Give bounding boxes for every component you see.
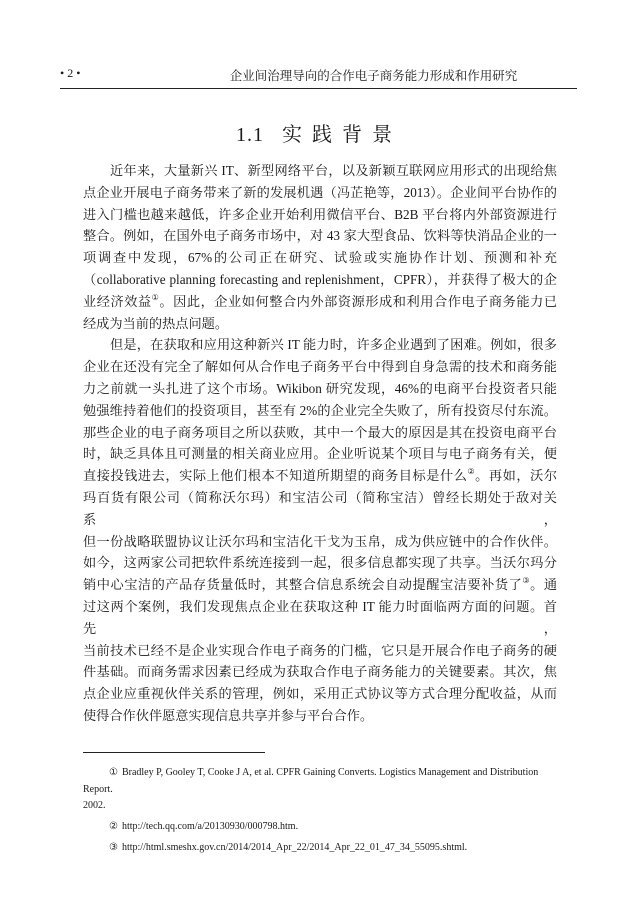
text-line <box>83 422 557 444</box>
text-segment: 那些企业的电子商务项目之所以获败，其中一个最大的原因是其在投资电商平台 <box>83 424 557 440</box>
text-line <box>83 596 557 640</box>
header-rule <box>60 88 577 89</box>
text-segment: 但是，在获取和应用这种新兴 IT 能力时，许多企业遇到了困难。例如，很多 <box>110 337 557 353</box>
footnote <box>83 764 557 798</box>
footnote-reference[interactable]: ② <box>467 467 476 477</box>
text-line <box>83 160 557 182</box>
text-line <box>83 487 557 531</box>
footnotes <box>83 764 557 856</box>
text-segment: 点企业应重视伙伴关系的管理，例如，采用正式协议等方式合理分配收益，从而 <box>83 686 557 702</box>
text-segment: 经成为当前的热点问题。 <box>83 315 229 331</box>
text-segment: 但一份战略联盟协议让沃尔玛和宝洁化干戈为玉帛，成为供应链中的合作伙伴。 <box>83 533 557 549</box>
text-segment: 。再如，沃尔 <box>475 468 558 484</box>
text-line <box>83 225 557 247</box>
text-line <box>83 356 557 378</box>
text-segment: 近年来，大量新兴 IT、新型网络平台，以及新颖互联网应用形式的出现给焦 <box>110 163 557 178</box>
text-line <box>83 291 557 313</box>
text-line <box>83 531 557 553</box>
text-line <box>83 552 557 574</box>
text-line <box>83 705 557 727</box>
footnote <box>83 839 557 856</box>
text-line <box>83 182 557 204</box>
text-line <box>83 661 557 683</box>
footnote-text-continued: 2002. <box>83 800 106 811</box>
text-segment: 力之前就一头扎进了这个市场。Wikibon 研究发现，46%的电商平台投资者只能 <box>83 380 557 396</box>
text-line <box>83 443 557 465</box>
text-segment: 销中心宝洁的产品存货量低时，其整合信息系统会自动提醒宝洁要补货了 <box>83 577 523 593</box>
paragraph <box>83 160 557 334</box>
text-segment: 勉强维持着他们的投资项目，甚至有 2%的企业完全失败了，所有投资尽付东流。 <box>83 402 557 418</box>
text-line <box>83 683 557 705</box>
text-line <box>83 400 557 422</box>
text-segment: 件基础。而商务需求因素已经成为获取合作电子商务能力的关键要素。其次，焦 <box>83 664 557 680</box>
text-line <box>83 378 557 400</box>
section-number: 1.1 <box>236 124 264 146</box>
footnote-reference[interactable]: ③ <box>522 576 531 586</box>
footnote-text: Bradley P, Gooley T, Cooke J A, et al. CPFR Gaining Converts. Logistics Management and Distribution Report. <box>83 767 539 795</box>
text-line <box>83 465 557 487</box>
text-line <box>83 269 557 291</box>
text-line <box>83 640 557 662</box>
footnote-marker: ③ <box>109 842 118 853</box>
text-segment: 。因此，企业如何整合内外部资源形成和利用合作电子商务能力已 <box>159 293 558 309</box>
text-segment: 时，缺乏具体且可测量的相关商业应用。企业听说某个项目与电子商务有关，便 <box>83 446 557 462</box>
text-segment: 使得合作伙伴愿意实现信息共享并参与平台合作。 <box>83 707 374 723</box>
paragraph <box>83 334 557 726</box>
text-line <box>83 334 557 356</box>
footnote-reference[interactable]: ① <box>151 292 160 302</box>
text-segment: （collaborative planning forecasting and replenishment，CPFR），并获得了极大的企 <box>83 271 557 287</box>
text-line <box>83 574 557 596</box>
text-segment: 如今，这两家公司把软件系统连接到一起，很多信息都实现了共享。当沃尔玛分 <box>83 555 557 571</box>
footnote <box>83 818 557 835</box>
text-segment: 直接投钱进去，实际上他们根本不知道所期望的商务目标是什么 <box>83 468 468 484</box>
footnote-marker: ② <box>109 821 118 832</box>
text-line <box>83 204 557 226</box>
text-segment: 项调查中发现，67%的公司正在研究、试验或实施协作计划、预测和补充 <box>83 250 557 266</box>
running-title: 企业间治理导向的合作电子商务能力形成和作用研究 <box>229 69 518 83</box>
text-line <box>83 247 557 269</box>
footnote-rule <box>83 752 265 753</box>
text-segment: 业经济效益 <box>83 293 152 309</box>
footnote-marker: ① <box>109 767 118 778</box>
text-segment: 。通 <box>530 577 558 593</box>
body-text <box>83 160 557 727</box>
page-number: • 2 • <box>60 66 81 80</box>
text-segment: 企业在还没有完全了解如何从合作电子商务平台中得到自身急需的技术和商务能 <box>83 359 557 375</box>
text-segment: 进入门槛也越来越低，许多企业开始利用微信平台、B2B 平台将内外部资源进行 <box>83 206 557 222</box>
footnote-text[interactable]: http://html.smeshx.gov.cn/2014/2014_Apr_22/2014_Apr_22_01_47_34_55095.shtml. <box>121 842 468 853</box>
text-segment: 整合。例如，在国外电子商务市场中，对 43 家大型食品、饮料等快消品企业的一 <box>83 228 557 244</box>
text-segment: 过这两个案例，我们发现焦点企业在获取这种 IT 能力时面临两方面的问题。首先， <box>83 598 557 636</box>
text-segment: 点企业开展电子商务带来了新的发展机遇（冯芷艳等，2013）。企业间平台协作的 <box>83 184 557 200</box>
text-segment: 当前技术已经不是企业实现合作电子商务的门槛，它只是开展合作电子商务的硬 <box>83 642 557 658</box>
text-line <box>83 313 557 335</box>
section-heading <box>0 118 638 147</box>
section-title: 实践背景 <box>282 124 402 146</box>
footnote-text[interactable]: http://tech.qq.com/a/20130930/000798.htm. <box>121 821 299 832</box>
text-segment: 玛百货有限公司（简称沃尔玛）和宝洁公司（简称宝洁）曾经长期处于敌对关系， <box>83 489 557 527</box>
